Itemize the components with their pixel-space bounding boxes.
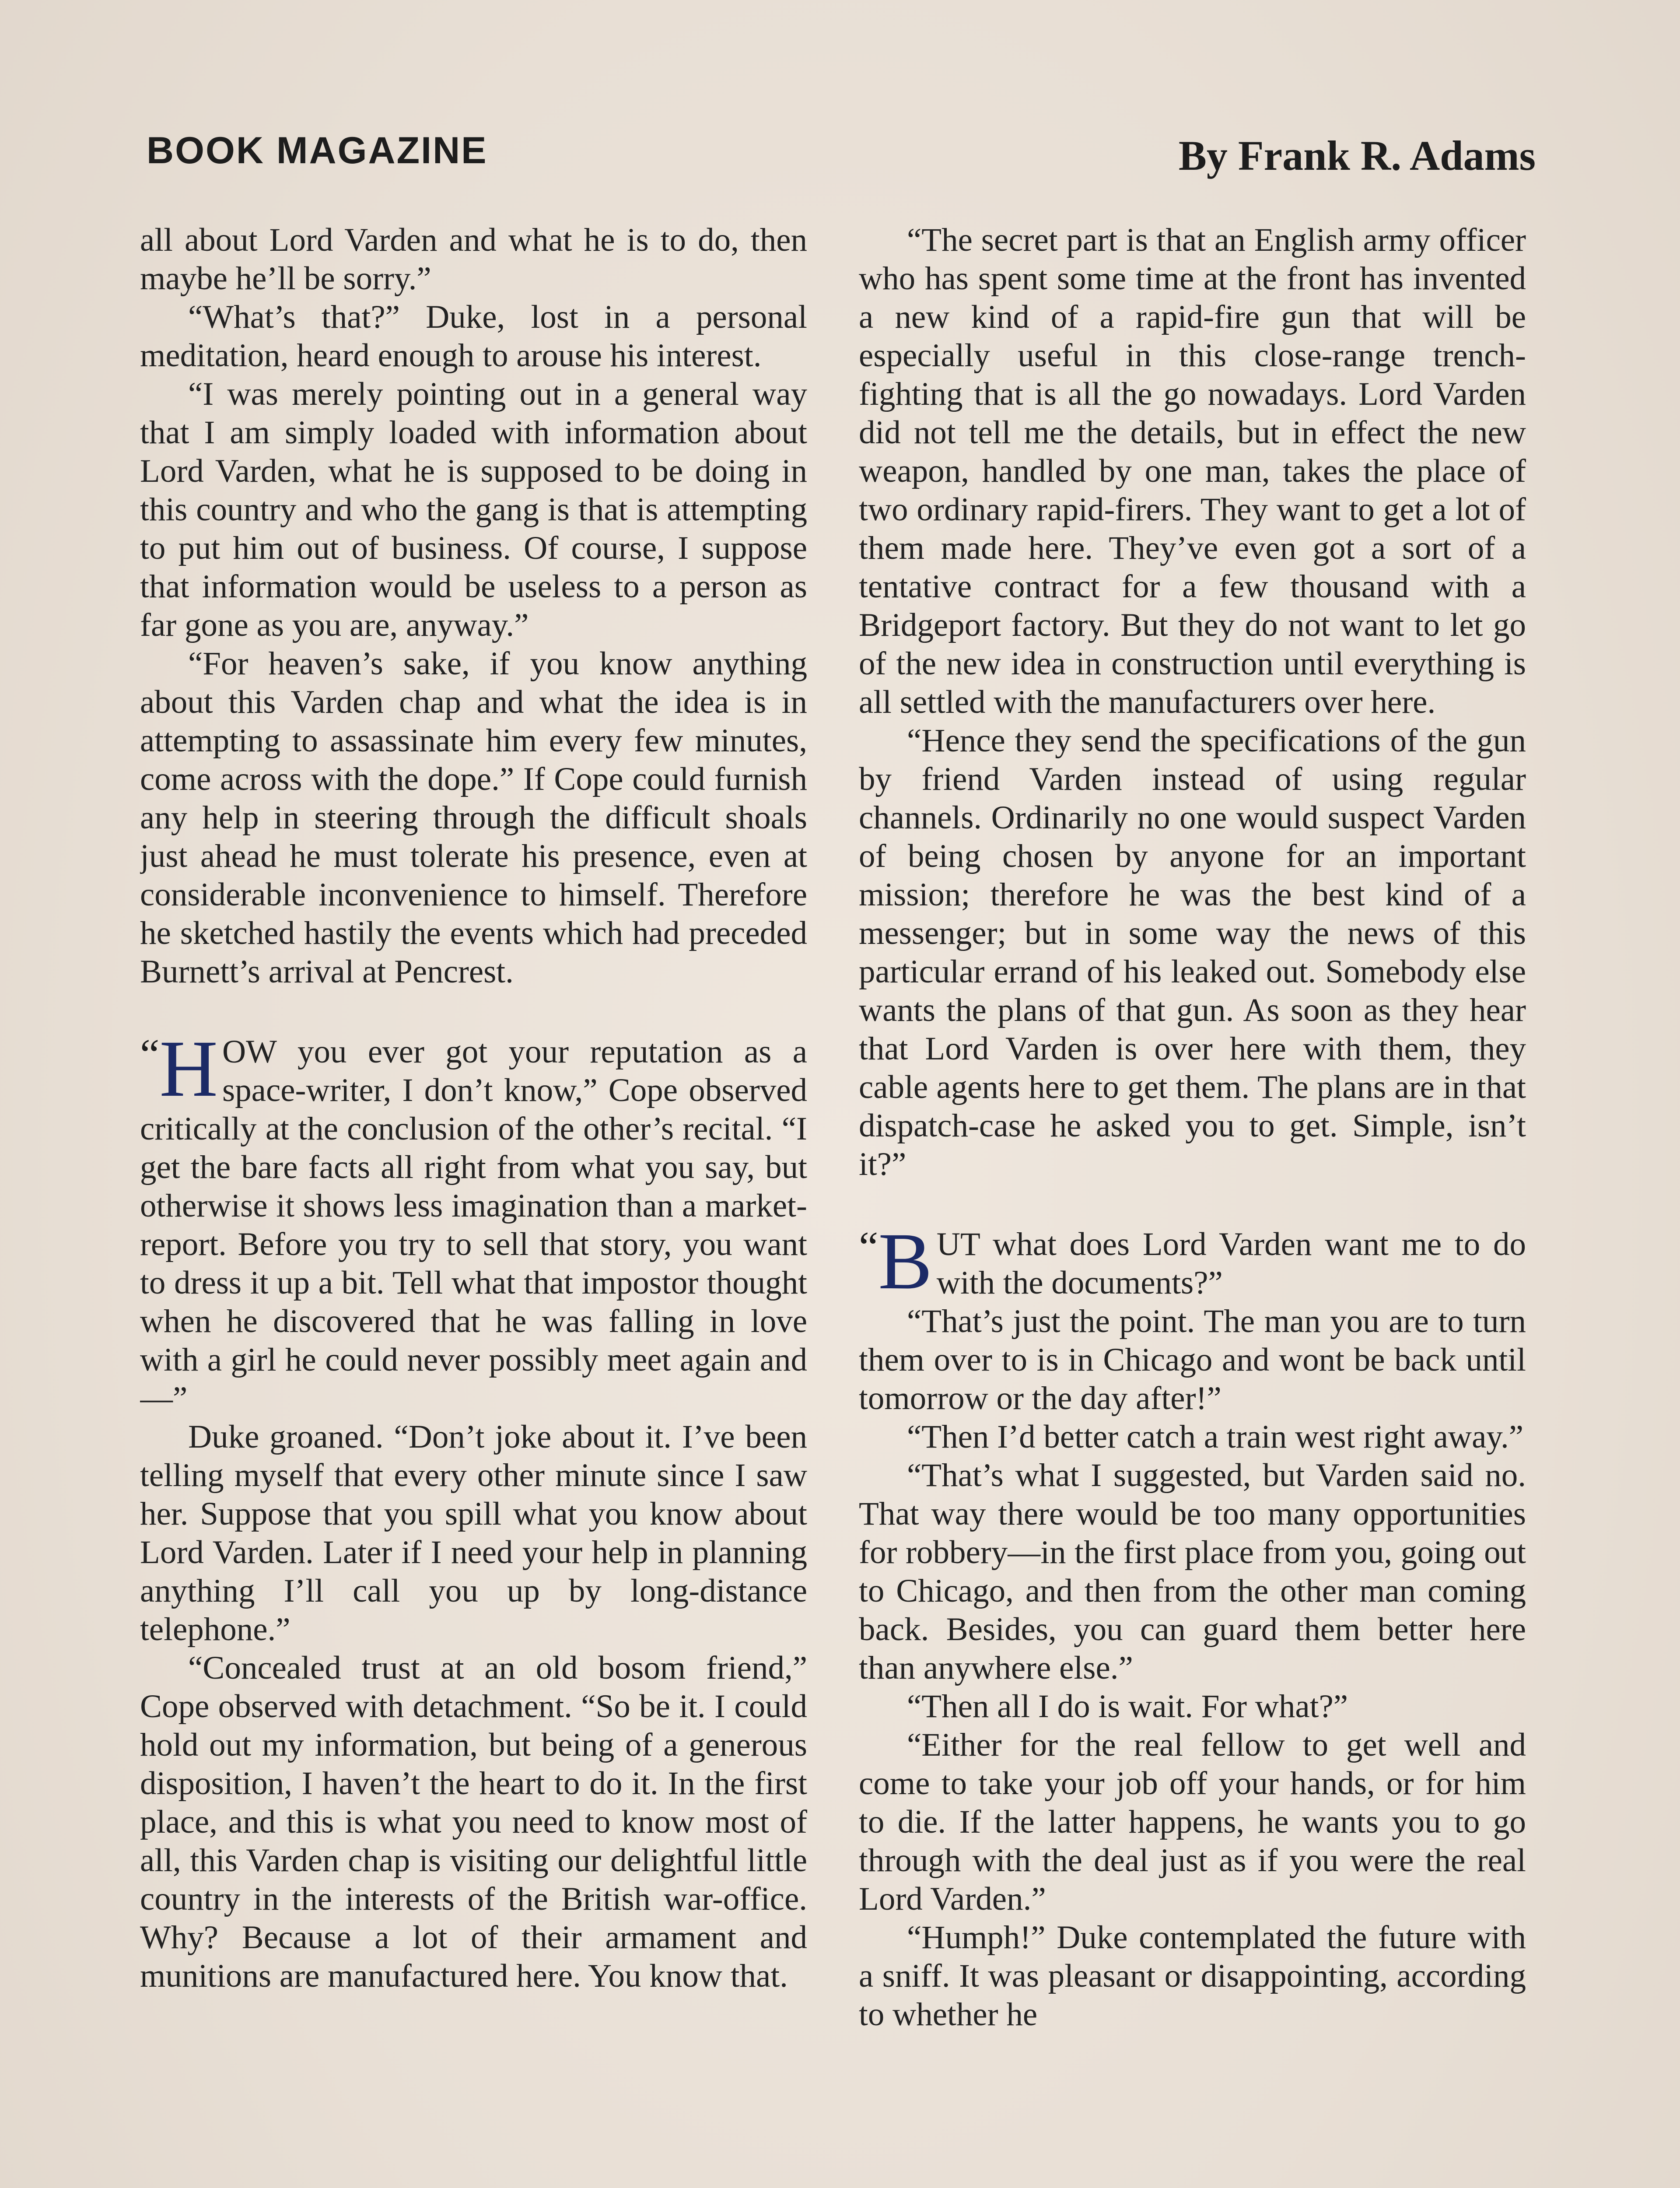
paragraph: “Then I’d better catch a train west right away.” <box>907 1419 1524 1455</box>
drop-cap-letter: B <box>878 1217 932 1306</box>
paragraph-text: OW you ever got your reputation as a space-writer, I don’t know,” Cope observed critically at the conclusion of the other’s recital. “I get the bare facts all right from what you say, but otherwise it shows less imagination than a market-report. Before you try to sell that story, you want to dress it up a bit. Tell what that impostor thought when he discovered that he was falling in love with a girl he could never possibly meet again and—” <box>140 1034 807 1417</box>
paragraph: “Concealed trust at an old bosom friend,” Cope observed with detachment. “So be it. I could hold out my information, but being of a generous disposition, I haven’t the heart to do it. In the first place, and this is what you need to know most of all, this Varden chap is visiting our delightful little country in the interests of the British war-office. Why? Because a lot of their armament and munitions are manufactured here. You know that. <box>140 1650 807 1994</box>
opening-quote-mark: “ <box>140 1030 160 1079</box>
section-opening-paragraph <box>859 1217 1526 1306</box>
paragraph: Duke groaned. “Don’t joke about it. I’ve been telling myself that every other minute since I saw her. Suppose that you spill what you know about Lord Varden. Later if I need your help in planning anything I’ll call you up by long-distance telephone.” <box>140 1419 807 1648</box>
paragraph: “That’s what I suggested, but Varden said no. That way there would be too many opportunities for robbery—in the first place from you, going out to Chicago, and then from the other man coming back. Besides, you can guard them better here than anywhere else.” <box>859 1457 1526 1686</box>
paragraph: “What’s that?” Duke, lost in a personal meditation, heard enough to arouse his interest. <box>140 299 807 374</box>
paragraph: “I was merely pointing out in a general way that I am simply loaded with information about Lord Varden, what he is supposed to be doing in this country and who the gang is that is attempting to put him out of business. Of course, I suppose that information would be useless to a person as far gone as you are, anyway.” <box>140 376 807 643</box>
paragraph: “That’s just the point. The man you are to turn them over to is in Chicago and wont be back until tomorrow or the day after!” <box>859 1303 1526 1417</box>
paragraph: “Humph!” Duke contemplated the future with a sniff. It was pleasant or disappointing, according to whether he <box>859 1919 1526 2033</box>
paragraph: “Hence they send the specifications of the gun by friend Varden instead of using regular channels. Ordinarily no one would suspect Varden of being chosen by anyone for an important mission; therefore he was the best kind of a messenger; but in some way the news of this particular errand of his leaked out. Somebody else wants the plans of that gun. As soon as they hear that Lord Varden is over here with them, they cable agents here to get them. The plans are in that dispatch-case he asked you to get. Simple, isn’t it?” <box>859 722 1526 1182</box>
drop-cap-letter: H <box>159 1024 218 1114</box>
left-text-column <box>140 221 807 2188</box>
running-header-magazine: BOOK MAGAZINE <box>147 130 488 172</box>
section-opening-paragraph <box>140 1024 807 1418</box>
paragraph: “The secret part is that an English army officer who has spent some time at the front has invented a new kind of a rapid-fire gun that will be especially useful in this close-range trench-fighting that is all the go nowadays. Lord Varden did not tell me the details, but in effect the new weapon, handled by one man, takes the place of two ordinary rapid-firers. They want to get a lot of them made here. They’ve even got a sort of a tentative contract for a few thousand with a Bridgeport factory. But they do not want to let go of the new idea in construction until everything is all settled with the manufacturers over here. <box>859 222 1526 720</box>
paragraph: “For heaven’s sake, if you know anything about this Varden chap and what the idea is in attempting to assassinate him every few minutes, come across with the dope.” If Cope could furnish any help in steering through the difficult shoals just ahead he must tolerate his presence, even at considerable inconvenience to himself. Therefore he sketched hastily the events which had preceded Burnett’s arrival at Pencrest. <box>140 645 807 990</box>
opening-quote-mark: “ <box>859 1223 878 1271</box>
paragraph: all about Lord Varden and what he is to do, then maybe he’ll be sorry.” <box>140 222 807 297</box>
running-header-byline: By Frank R. Adams <box>1178 132 1536 179</box>
paragraph-text: UT what does Lord Varden want me to do with the documents?” <box>936 1226 1526 1301</box>
paragraph: “Either for the real fellow to get well and come to take your job off your hands, or for him to die. If the latter happens, he wants you to go through with the deal just as if you were the real Lord Varden.” <box>859 1727 1526 1917</box>
paragraph: “Then all I do is wait. For what?” <box>907 1688 1348 1725</box>
right-text-column <box>859 221 1526 2188</box>
